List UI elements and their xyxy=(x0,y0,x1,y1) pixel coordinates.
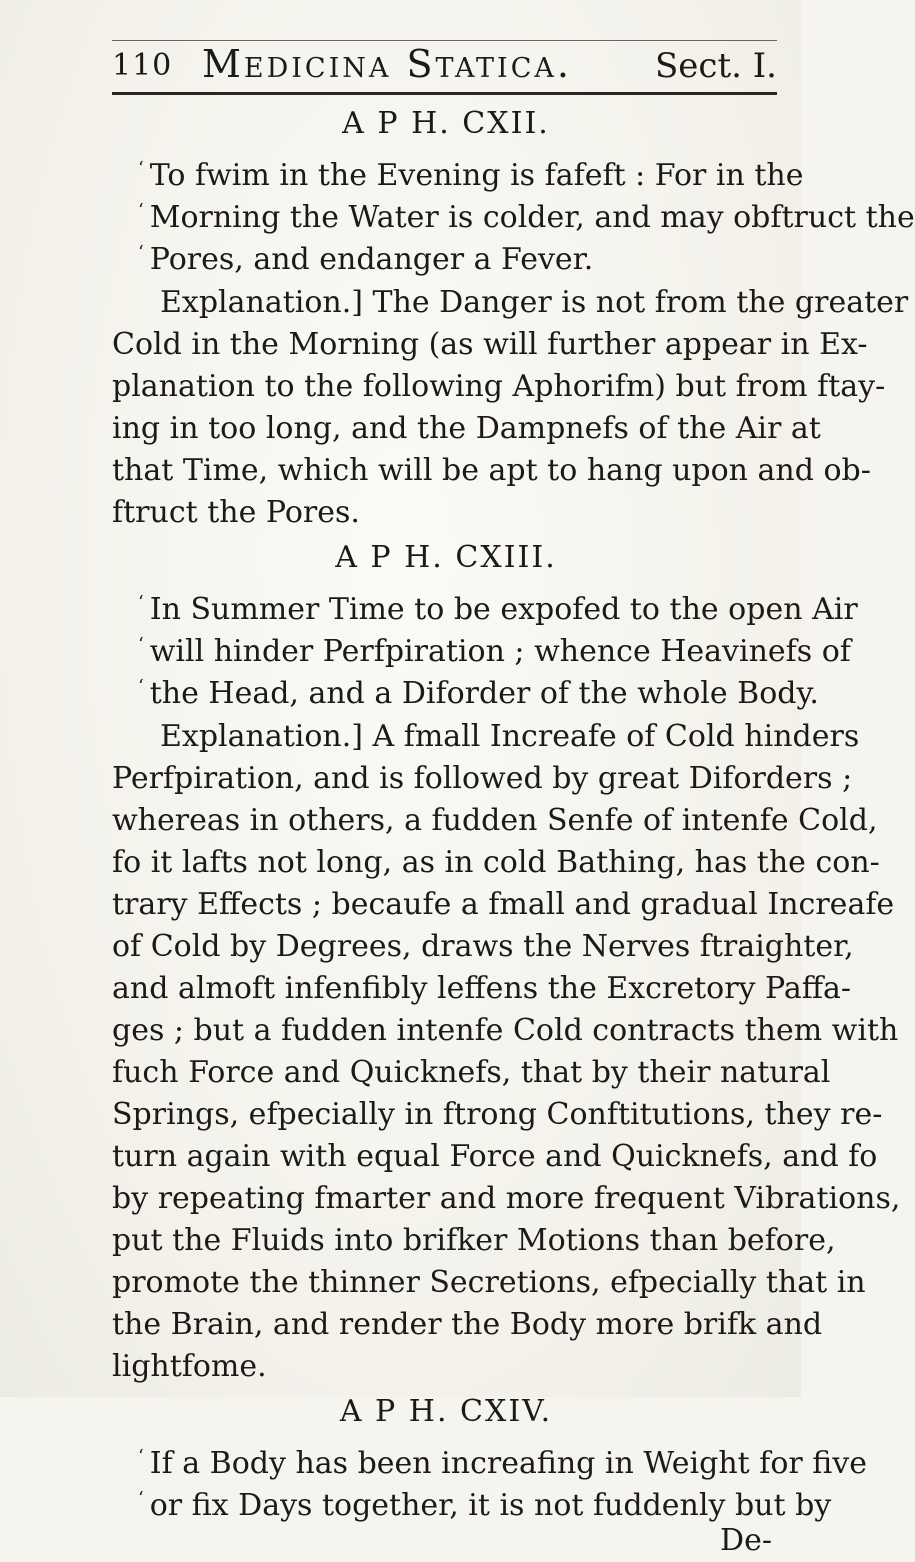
catchword: De- xyxy=(720,1523,772,1558)
quote-mark: ‘ xyxy=(138,1446,144,1467)
running-title: Medicina Statica. xyxy=(202,42,572,86)
explanation-line: by repeating fmarter and more frequent Vibrations, xyxy=(112,1181,901,1216)
aphorism-line: ‘ To fwim in the Evening is fafeft : For in the xyxy=(138,158,804,193)
quote-mark: ‘ xyxy=(138,634,144,655)
aphorism-line: ‘ In Summer Time to be expofed to the open Air xyxy=(138,592,858,627)
aphorism-heading: A P H. CXIV. xyxy=(339,1394,553,1429)
explanation-line: put the Fluids into brifker Motions than before, xyxy=(112,1223,836,1258)
explanation-line: Perfpiration, and is followed by great Diforders ; xyxy=(112,761,853,796)
explanation-line: Explanation.] The Danger is not from the greater xyxy=(160,285,909,320)
header-thin-rule xyxy=(112,40,777,41)
explanation-line: trary Effects ; becaufe a fmall and gradual Increafe xyxy=(112,887,895,922)
explanation-line: that Time, which will be apt to hang upon and ob- xyxy=(112,453,871,488)
quote-mark: ‘ xyxy=(138,676,144,697)
explanation-line: Explanation.] A fmall Increafe of Cold hinders xyxy=(160,719,860,754)
aphorism-line: ‘ or fix Days together, it is not fuddenly but by xyxy=(138,1488,832,1523)
quote-mark: ‘ xyxy=(138,158,144,179)
explanation-line: ing in too long, and the Dampnefs of the Air at xyxy=(112,411,821,446)
quote-mark: ‘ xyxy=(138,592,144,613)
aphorism-line: ‘ Pores, and endanger a Fever. xyxy=(138,242,594,277)
explanation-line: ftruct the Pores. xyxy=(112,495,360,530)
explanation-line: whereas in others, a fudden Senfe of intenfe Cold, xyxy=(112,803,878,838)
quote-mark: ‘ xyxy=(138,1488,144,1509)
running-head xyxy=(112,42,777,92)
aphorism-line: ‘ If a Body has been increafing in Weight for five xyxy=(138,1446,867,1481)
explanation-line: ges ; but a fudden intenfe Cold contracts them with xyxy=(112,1013,899,1048)
section-label: Sect. I. xyxy=(655,46,777,86)
explanation-line: planation to the following Aphorifm) but from ftay- xyxy=(112,369,886,404)
quote-mark: ‘ xyxy=(138,200,144,221)
explanation-line: promote the thinner Secretions, efpecially that in xyxy=(112,1265,866,1300)
aphorism-heading: A P H. CXII. xyxy=(342,106,550,141)
aphorism-heading: A P H. CXIII. xyxy=(335,540,557,575)
page-body xyxy=(112,100,915,1562)
explanation-line: turn again with equal Force and Quicknefs, and fo xyxy=(112,1139,878,1174)
explanation-line: the Brain, and render the Body more brifk and xyxy=(112,1307,823,1342)
explanation-line: Cold in the Morning (as will further appear in Ex- xyxy=(112,327,868,362)
explanation-line: fo it lafts not long, as in cold Bathing, has the con- xyxy=(112,845,880,880)
quote-mark: ‘ xyxy=(138,242,144,263)
aphorism-line: ‘ will hinder Perfpiration ; whence Heavinefs of xyxy=(138,634,851,669)
explanation-line: lightfome. xyxy=(112,1349,267,1384)
aphorism-line: ‘ the Head, and a Diforder of the whole Body. xyxy=(138,676,819,711)
page-number: 110 xyxy=(112,48,173,83)
explanation-line: of Cold by Degrees, draws the Nerves ftraighter, xyxy=(112,929,854,964)
aphorism-line: ‘ Morning the Water is colder, and may obftruct the xyxy=(138,200,915,235)
explanation-line: fuch Force and Quicknefs, that by their natural xyxy=(112,1055,831,1090)
explanation-line: and almoft infenfibly leffens the Excretory Paffa- xyxy=(112,971,852,1006)
explanation-line: Springs, efpecially in ftrong Conftitutions, they re- xyxy=(112,1097,883,1132)
header-rule xyxy=(112,92,777,95)
